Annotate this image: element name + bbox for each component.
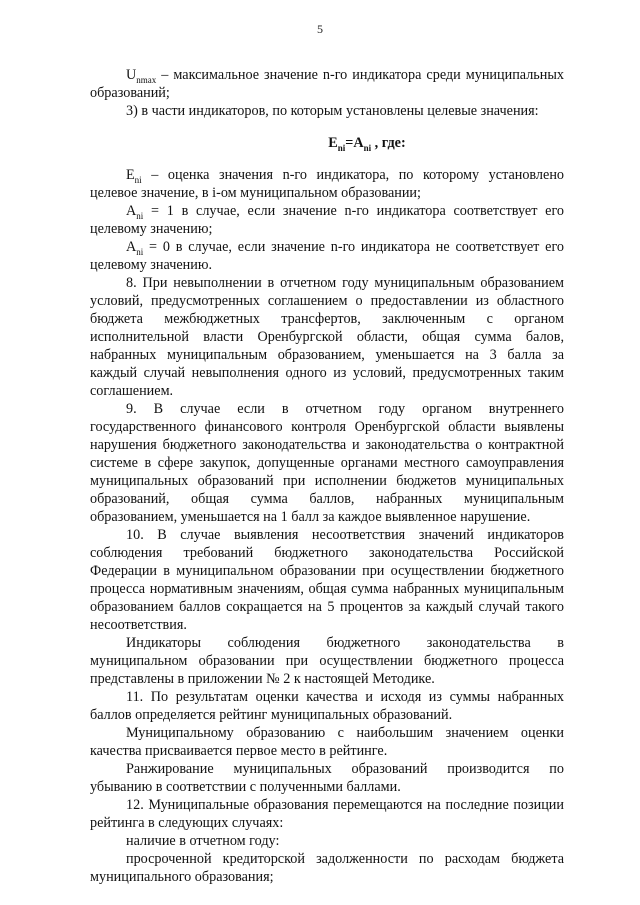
paragraph-unmax xyxy=(90,66,564,102)
document-body xyxy=(90,66,564,886)
paragraph-target-values: 3) в части индикаторов, по которым установлены целевые значения: xyxy=(126,103,539,119)
paragraph-item-12: 12. Муниципальные образования перемещаются на последние позиции рейтинга в следующих случаях: xyxy=(90,797,564,831)
paragraph-first-place: Муниципальному образованию с наибольшим значением оценки качества присваивается первое место в рейтинге. xyxy=(90,725,564,759)
formula-e: E xyxy=(328,135,338,151)
paragraph-overdue-debt: просроченной кредиторской задолженности по расходам бюджета муниципального образования; xyxy=(90,851,564,885)
symbol-subscript: ni xyxy=(136,246,144,257)
paragraph-item-10: 10. В случае выявления несоответствия значений индикаторов соблюдения требований бюджетного законодательства Российской Федерации в муниципальном образовании при осуществлении бюджетного процесса нормативным значениям, общая сумма набранных муниципальным образованием баллов сокращается на 5 процентов за каждый случай такого несоответствия. xyxy=(90,527,564,633)
symbol: A xyxy=(126,203,137,219)
formula-equals: =A xyxy=(345,135,364,151)
formula xyxy=(90,134,564,152)
paragraph-item-8: 8. При невыполнении в отчетном году муниципальным образованием условий, предусмотренных соглашением о предоставлении из областного бюджета межбюджетных трансфертов, заключенным с органом исполнительной власти Оренбургской области, общая сумма балов, набранных муниципальным образованием, уменьшается на 3 балла за каждый случай невыполнения одного из условий, предусмотренных таким соглашением. xyxy=(90,275,564,399)
formula-e-subscript: ni xyxy=(337,142,346,153)
symbol-subscript: nmax xyxy=(136,74,157,85)
symbol: E xyxy=(126,167,135,183)
symbol: A xyxy=(126,239,137,255)
definition-text: = 0 в случае, если значение n-го индикатора не соответствует его целевому значению. xyxy=(90,239,564,273)
paragraph-indicators: Индикаторы соблюдения бюджетного законодательства в муниципальном образовании при осуществлении бюджетного процесса представлены в приложении № 2 к настоящей Методике. xyxy=(90,635,564,687)
definition-text: – оценка значения n-го индикатора, по которому установлено целевое значение, в i-ом муниципальном образовании; xyxy=(90,167,564,201)
paragraph-ranking: Ранжирование муниципальных образований производится по убыванию в соответствии с полученными баллами. xyxy=(90,761,564,795)
definition-text: = 1 в случае, если значение n-го индикатора соответствует его целевому значению; xyxy=(90,203,564,237)
symbol: U xyxy=(126,67,137,83)
formula-tail: , где: xyxy=(371,135,406,151)
definition-ani-1 xyxy=(90,202,564,238)
definition-eni xyxy=(90,166,564,202)
paragraph-item-9: 9. В случае если в отчетном году органом внутреннего государственного финансового контроля Оренбургской области выявлены нарушения бюджетного законодательства и законодательства о контрактной системе в сфере закупок, допущенные органами местного самоуправления муниципальных образований при исполнении бюджетов муниципальных образований, общая сумма баллов, набранных муниципальным образованием, уменьшается на 1 балл за каждое выявленное нарушение. xyxy=(90,401,564,525)
symbol-subscript: ni xyxy=(136,210,144,221)
paragraph-item-11: 11. По результатам оценки качества и исходя из суммы набранных баллов определяется рейтинг муниципальных образований. xyxy=(90,689,564,723)
page-number: 5 xyxy=(317,22,323,36)
formula-a-subscript: ni xyxy=(363,142,372,153)
symbol-subscript: ni xyxy=(134,174,142,185)
paragraph-text: – максимальное значение n-го индикатора среди муниципальных образований; xyxy=(90,67,564,101)
paragraph-presence: наличие в отчетном году: xyxy=(126,833,280,849)
definition-ani-0 xyxy=(90,238,564,274)
